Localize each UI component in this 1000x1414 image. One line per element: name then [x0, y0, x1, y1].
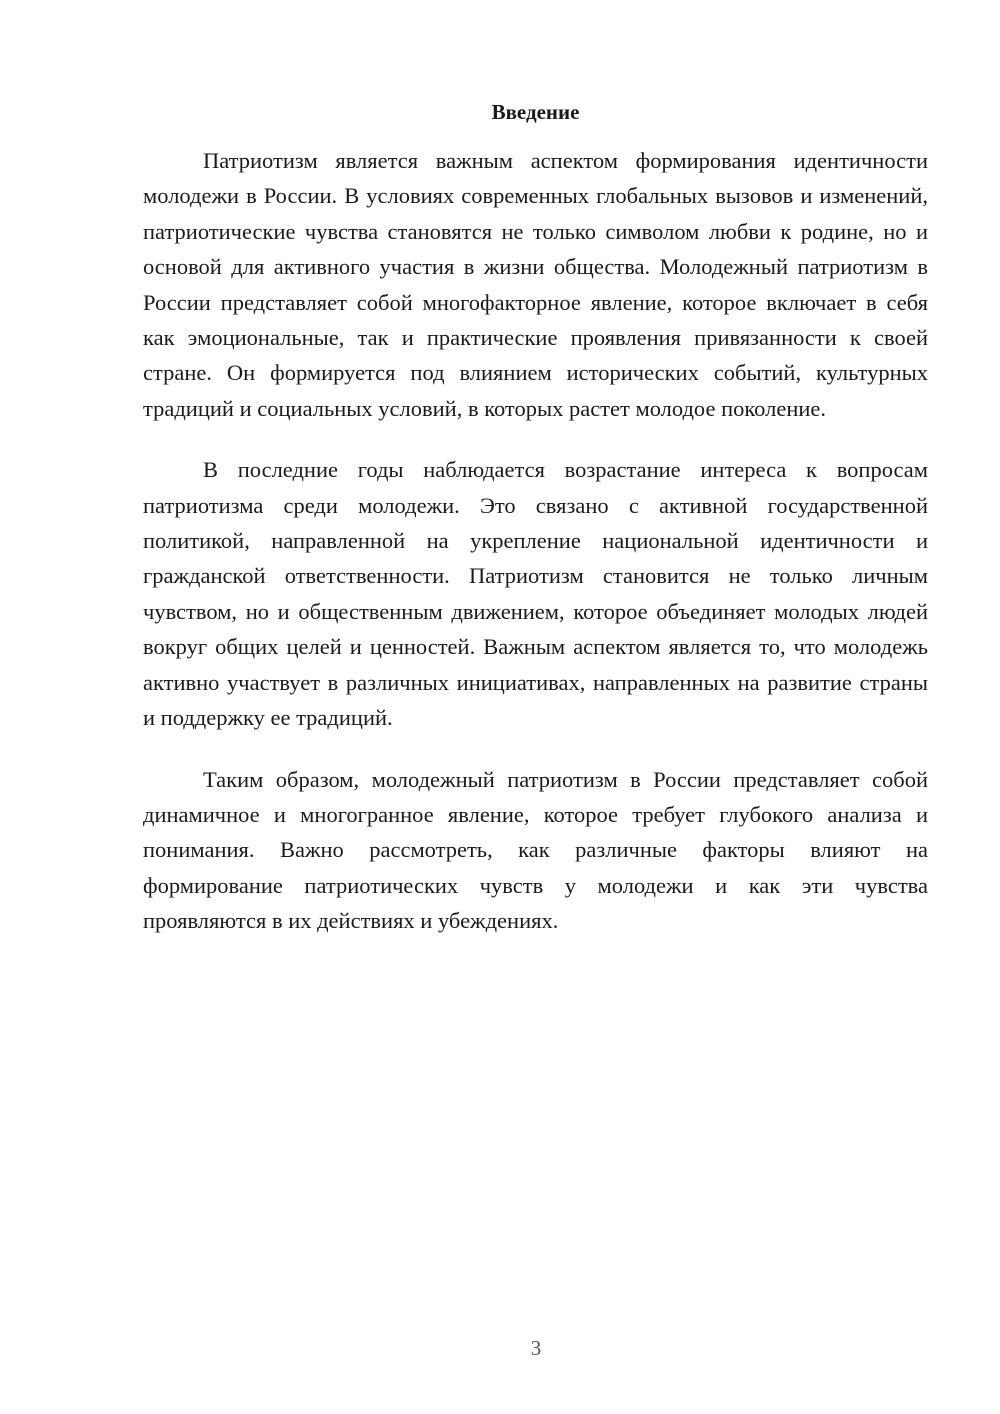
- section-title: Введение: [491, 100, 580, 124]
- page-number: 3: [530, 1336, 542, 1360]
- paragraph-1: Патриотизм является важным аспектом формирования идентичности молодежи в России. В условиях современных глобальных вызовов и изменений, патриотические чувства становятся не только символом любви к родине, но и основой для активного участия в жизни общества. Молодежный патриотизм в России представляет собой многофакторное явление, которое включает в себя как эмоциональные, так и практические проявления привязанности к своей стране. Он формируется под влиянием исторических событий, культурных традиций и социальных условий, в которых растет молодое поколение.: [143, 148, 928, 421]
- body-text: [143, 143, 928, 965]
- paragraph-2: В последние годы наблюдается возрастание интереса к вопросам патриотизма среди молодежи. Это связано с активной государственной политикой, направленной на укрепление национальной идентичности и гражданской ответственности. Патриотизм становится не только личным чувством, но и общественным движением, которое объединяет молодых людей вокруг общих целей и ценностей. Важным аспектом является то, что молодежь активно участвует в различных инициативах, направленных на развитие страны и поддержку ее традиций.: [143, 457, 928, 731]
- paragraph-3: Таким образом, молодежный патриотизм в России представляет собой динамичное и многогранное явление, которое требует глубокого анализа и понимания. Важно рассмотреть, как различные факторы влияют на формирование патриотических чувств у молодежи и как эти чувства проявляются в их действиях и убеждениях.: [143, 766, 928, 934]
